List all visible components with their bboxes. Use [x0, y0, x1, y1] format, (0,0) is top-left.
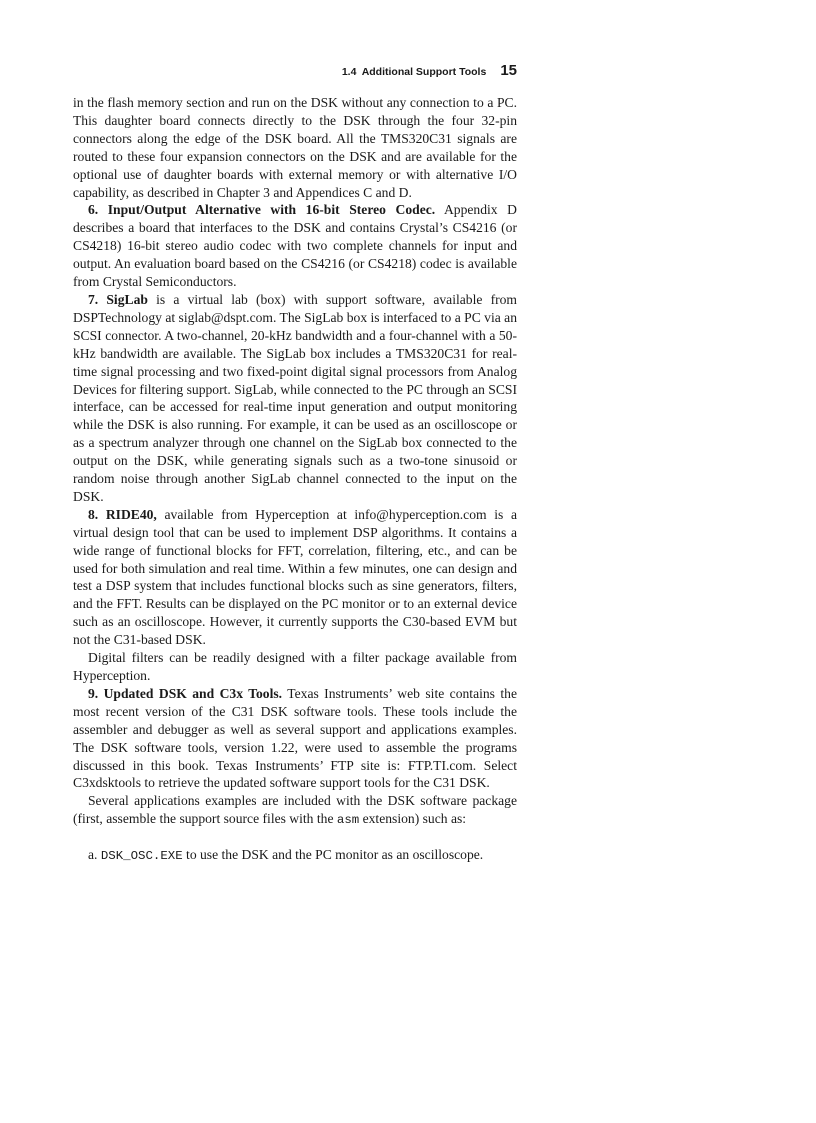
- list-item-text: to use the DSK and the PC monitor as an oscilloscope.: [182, 847, 484, 863]
- running-header: [342, 62, 517, 82]
- dsk-osc-code: DSK_OSC.EXE: [100, 849, 183, 864]
- item-8-paragraph: [73, 506, 517, 649]
- applications-text-after: extension) such as:: [359, 811, 467, 827]
- asm-code: asm: [336, 813, 360, 828]
- item-6-text: Appendix D describes a board that interfaces to the DSK and contains Crystal’s CS4216 (or CS4218) 16-bit stereo audio codec with two complete channels for input and output. An evaluation board based on the CS4216 (or CS4218) codec is available from Crystal Semiconductors.: [73, 202, 517, 290]
- paragraph-continued: in the flash memory section and run on the DSK without any connection to a PC. This daughter board connects directly to the DSK through the four 32-pin connectors along the edge of the DSK board. All the TMS320C31 signals are routed to these four expansion connectors on the DSK and are available for the optional use of daughter boards with external memory or with alternative I/O capability, as described in Chapter 3 and Appendices C and D.: [73, 95, 517, 200]
- body-text: [73, 94, 517, 866]
- item-7-title: 7. SigLab: [88, 291, 148, 307]
- applications-text-before: Several applications examples are included with the DSK software package (first, assemble the support source files with the: [73, 793, 517, 827]
- item-7-paragraph: [73, 291, 517, 506]
- list-marker: a.: [88, 847, 98, 863]
- section-title: 1.4 Additional Support Tools: [341, 66, 487, 78]
- item-7-text: is a virtual lab (box) with support software, available from DSPTechnology at siglab@dspt.com. The SigLab box is interfaced to a PC via an SCSI connector. A two-channel, 20-kHz bandwidth and a four-channel with a 50-kHz bandwidth are available. The SigLab box includes a TMS320C31 for real-time signal processing and two fixed-point digital signal processors from Analog Devices for filtering support. SigLab, while connected to the PC through an SCSI interface, can be accessed for real-time input generation and output monitoring while the DSK is also running. For example, it can be used as an oscilloscope or as a spectrum analyzer through one channel on the SigLab box connected to the output on the DSK, while generating signals such as a two-tone sinusoid or random noise through another SigLab channel connected to the input on the DSK.: [73, 291, 517, 504]
- item-6-paragraph: [73, 201, 517, 291]
- page-number: 15: [500, 62, 517, 79]
- item-6-title: 6. Input/Output Alternative with 16-bit Stereo Codec.: [88, 202, 436, 218]
- list-item-a: [73, 846, 517, 866]
- item-8-text: available from Hyperception at info@hyperception.com is a virtual design tool that can be used to implement DSP algorithms. It contains a wide range of functional blocks for FFT, correlation, filtering, etc., and can be used for both simulation and real time. Within a few minutes, one can design and test a DSP system that includes functional blocks such as sine generators, filters, and the FFT. Results can be displayed on the PC monitor or to an external device such as an oscilloscope. However, it currently supports the C30-based EVM but not the C31-based DSK.: [73, 506, 517, 648]
- item-9-title: 9. Updated DSK and C3x Tools.: [88, 685, 283, 701]
- item-9-paragraph: [73, 685, 517, 792]
- item-9-text: Texas Instruments’ web site contains the most recent version of the C31 DSK software tools. These tools include the assembler and debugger as well as several support and applications examples. The DSK software tools, version 1.22, were used to assemble the programs discussed in this book. Texas Instruments’ FTP site is: FTP.TI.com. Select C3xdsktools to retrieve the updated software support tools for the C31 DSK.: [73, 685, 518, 791]
- filters-paragraph: Digital filters can be readily designed with a filter package available from Hyperception.: [73, 650, 517, 683]
- applications-paragraph: [73, 792, 517, 830]
- item-8-title: 8. RIDE40,: [88, 506, 157, 522]
